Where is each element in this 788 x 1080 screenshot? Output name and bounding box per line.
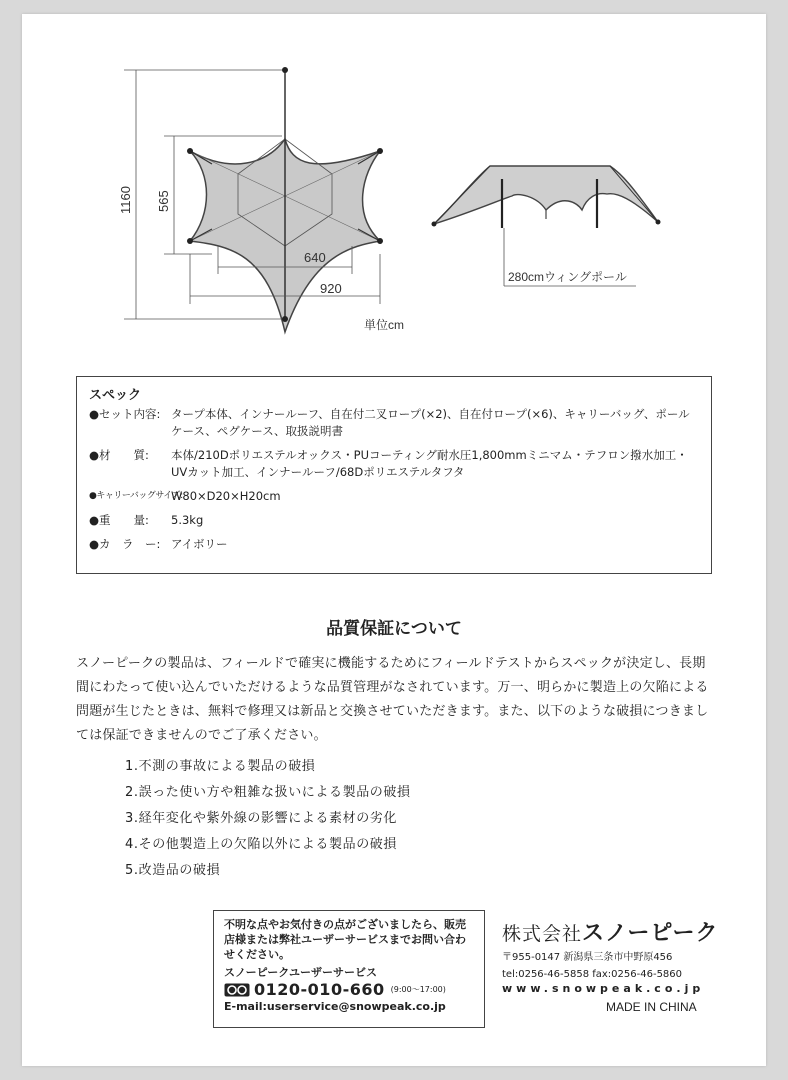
spec-row-bag-size bbox=[89, 488, 699, 505]
company-name bbox=[502, 916, 742, 947]
spec-title: スペック bbox=[89, 388, 142, 403]
spec-value: 本体/210Dポリエステルオックス・PUコーティング耐水圧1,800mmミニマム・テフロン撥水加工・UVカット加工、インナールーフ/68Dポリエステルタフタ bbox=[171, 448, 688, 479]
company-info bbox=[502, 916, 742, 995]
contact-email: E-mail:userservice@snowpeak.co.jp bbox=[224, 1000, 446, 1013]
phone-hours: (9:00〜17:00) bbox=[390, 985, 446, 994]
list-item: 4.その他製造上の欠陥以外による製品の破損 bbox=[125, 837, 398, 852]
spec-row-contents bbox=[89, 406, 699, 440]
spec-value: アイボリー bbox=[171, 537, 228, 551]
company-tel: tel:0256-46-5858 fax:0256-46-5860 bbox=[502, 969, 683, 980]
spec-key: ●材 質: bbox=[89, 448, 149, 462]
tarp-diagram bbox=[22, 14, 766, 344]
list-item: 5.改造品の破損 bbox=[125, 863, 221, 878]
spec-value: W80×D20×H20cm bbox=[171, 489, 281, 503]
dim-width-label: 920 bbox=[320, 281, 342, 296]
spec-key: ●キャリーバッグサイズ: bbox=[89, 491, 183, 501]
spec-value: 5.3kg bbox=[171, 513, 204, 527]
company-address: 〒955-0147 新潟県三条市中野原456 bbox=[502, 952, 673, 963]
unit-label: 単位cm bbox=[364, 318, 404, 332]
phone-number: 0120-010-660 bbox=[254, 980, 385, 999]
spec-row-color bbox=[89, 536, 699, 553]
contact-box bbox=[213, 910, 485, 1028]
dim-inner-height-label: 565 bbox=[156, 190, 171, 212]
free-dial-icon bbox=[224, 983, 250, 997]
company-brand: スノーピーク bbox=[582, 921, 719, 946]
manual-page bbox=[22, 14, 766, 1066]
dim-height-label: 1160 bbox=[118, 186, 133, 214]
phone-row bbox=[224, 982, 474, 997]
dim-inner-width-label: 640 bbox=[304, 250, 326, 265]
quality-title: 品質保証について bbox=[326, 619, 462, 639]
spec-key: ●重 量: bbox=[89, 513, 149, 527]
spec-row-weight bbox=[89, 512, 699, 529]
tarp-side-view bbox=[432, 166, 661, 286]
made-in-label: MADE IN CHINA bbox=[606, 1000, 697, 1014]
contact-intro: 不明な点やお気付きの点がございましたら、販売店様または弊社ユーザーサービスまでお問い合わせください。 bbox=[224, 918, 466, 961]
spec-row-material bbox=[89, 447, 699, 481]
quality-body: スノーピークの製品は、フィールドで確実に機能するためにフィールドテストからスペックが決定し、長期間にわたって使い込んでいただけるような品質管理がなされています。万一、明らかに製造上の欠陥による問題が生じたときは、無料で修理又は新品と交換させていただきます。また、以下のような破損につきましては保証できませんのでご了承ください。 bbox=[76, 656, 709, 743]
tarp-top-view bbox=[187, 67, 383, 332]
spec-value: タープ本体、インナールーフ、自在付二叉ロープ(×2)、自在付ロープ(×6)、キャリーバッグ、ポールケース、ペグケース、取扱説明書 bbox=[171, 407, 690, 438]
list-item: 1.不測の事故による製品の破損 bbox=[125, 759, 316, 774]
spec-box bbox=[76, 376, 712, 574]
spec-key: ●セット内容: bbox=[89, 407, 161, 421]
spec-key: ●カ ラ ー: bbox=[89, 537, 161, 551]
contact-service-name: スノーピークユーザーサービス bbox=[224, 966, 378, 979]
pole-label: 280cmウィングポール bbox=[508, 270, 627, 284]
company-prefix: 株式会社 bbox=[502, 923, 583, 945]
company-website: www.snowpeak.co.jp bbox=[502, 982, 705, 995]
quality-list bbox=[125, 754, 685, 884]
list-item: 2.誤った使い方や粗雑な扱いによる製品の破損 bbox=[125, 785, 411, 800]
list-item: 3.経年変化や紫外線の影響による素材の劣化 bbox=[125, 811, 398, 826]
